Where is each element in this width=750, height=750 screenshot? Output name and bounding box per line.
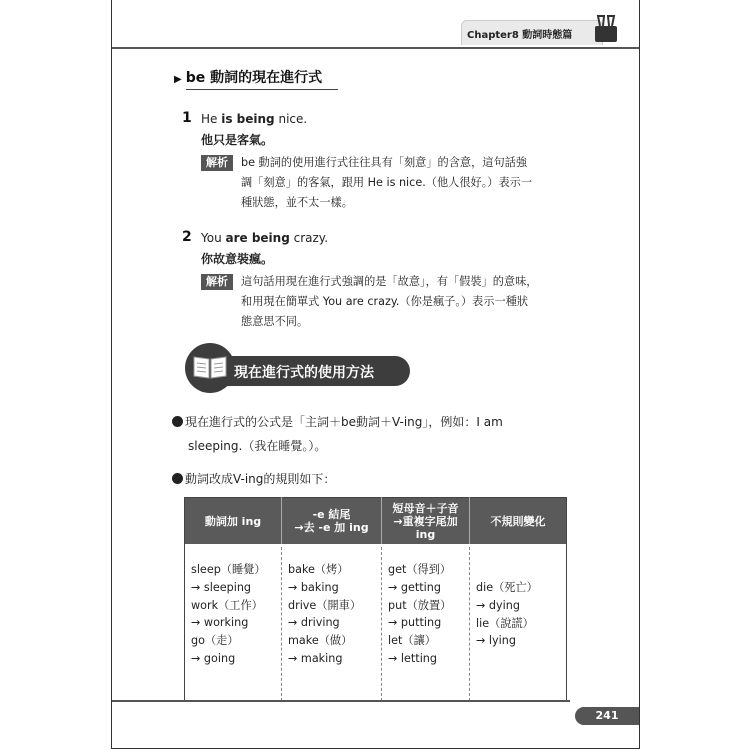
table-header-row <box>185 498 567 545</box>
page-number: 241 <box>575 707 639 725</box>
example-number: 1 <box>182 110 192 126</box>
binder-clip-icon <box>593 14 619 44</box>
book-page <box>111 0 640 749</box>
table-header: 短母音＋子音 →重複字尾加 ing <box>382 498 470 545</box>
triangle-arrow-icon: ▶ <box>174 74 182 85</box>
example-english: He is being nice. <box>201 112 308 126</box>
analysis-badge: 解析 <box>201 155 233 171</box>
table-cell: die（死亡） → dying lie（說謊） → lying <box>476 581 538 648</box>
table-cell: get（得到） → getting put（放置） → putting let（讓） → letting <box>382 547 470 702</box>
bullet-item-continued: sleeping.（我在睡覺。）。 <box>188 439 327 453</box>
analysis-text: 這句話用現在進行式強調的是「故意」，有「假裝」的意味， 和用現在簡單式 You are crazy.（你是瘋子。）表示一種狀 態意思不同。 <box>241 275 538 328</box>
bullet-dot <box>172 416 183 427</box>
table-cell: bake（烤） → baking drive（開車） → driving make（做） → making <box>282 547 382 702</box>
bullet-dot <box>172 473 183 484</box>
table-cell: sleep（睡覺） → sleeping work（工作） → working go（走） → going <box>185 547 282 702</box>
table-row <box>185 547 567 702</box>
ving-rules-table <box>184 497 567 702</box>
analysis-badge: 解析 <box>201 274 233 290</box>
chapter-title: Chapter8 動詞時態篇 <box>467 30 573 41</box>
bullet-item: 現在進行式的公式是「主詞＋be動詞＋V-ing」，例如：I am <box>172 413 503 430</box>
footer-rule <box>112 700 570 702</box>
table-header: -e 結尾 →去 -e 加 ing <box>282 498 382 545</box>
bullet-item: 動詞改成V-ing的規則如下： <box>172 470 335 487</box>
section-heading-underline <box>186 89 338 90</box>
example-number: 2 <box>182 229 192 245</box>
table-header: 不規則變化 <box>470 498 567 545</box>
analysis-text: be 動詞的使用進行式往往具有「刻意」的含意，這句話強 調「刻意」的客氣，跟用 He is nice.（他人很好。）表示一 種狀態，並不太一樣。 <box>241 156 533 209</box>
example-english: You are being crazy. <box>201 231 329 245</box>
example-chinese: 你故意裝瘋。 <box>201 252 274 266</box>
section-heading <box>174 67 322 87</box>
header-rule <box>112 47 639 49</box>
open-book-icon <box>192 354 228 380</box>
example-chinese: 他只是客氣。 <box>201 133 274 147</box>
table-header: 動詞加 ing <box>185 498 282 545</box>
banner-title: 現在進行式的使用方法 <box>234 365 374 381</box>
section-heading-text: be 動詞的現在進行式 <box>185 70 323 86</box>
